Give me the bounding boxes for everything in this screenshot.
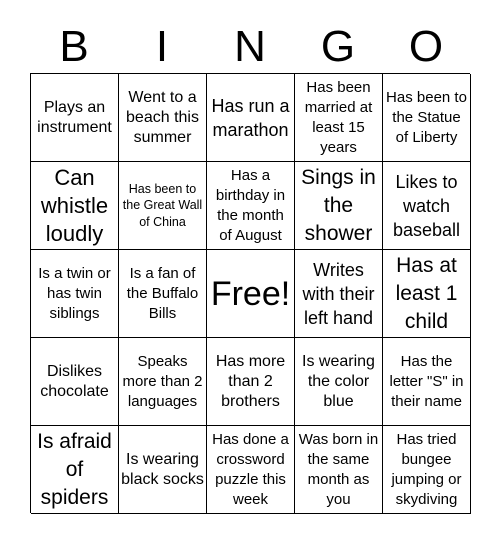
- cell-text: Dislikes chocolate: [40, 362, 109, 400]
- free-space-cell[interactable]: [207, 250, 295, 338]
- cell-text: Went to a beach this summer: [126, 88, 199, 146]
- cell-text: Has been to the Great Wall of China: [122, 181, 203, 229]
- bingo-cell[interactable]: [295, 338, 383, 426]
- cell-text: Can whistle loudly: [40, 164, 109, 246]
- cell-text: Writes with their left hand: [302, 259, 375, 328]
- bingo-cell[interactable]: [31, 426, 119, 514]
- bingo-cell[interactable]: [119, 74, 207, 162]
- bingo-cell[interactable]: [207, 74, 295, 162]
- bingo-cell[interactable]: [31, 74, 119, 162]
- cell-text: Has a birthday in the month of August: [215, 166, 286, 244]
- bingo-cell[interactable]: [295, 426, 383, 514]
- cell-text: Likes to watch baseball: [392, 171, 461, 240]
- bingo-cell[interactable]: [295, 250, 383, 338]
- bingo-cell[interactable]: [295, 162, 383, 250]
- bingo-cell[interactable]: [119, 250, 207, 338]
- free-space-text: Free!: [210, 274, 291, 313]
- cell-text: Has tried bungee jumping or skydiving: [391, 430, 462, 508]
- bingo-cell[interactable]: [119, 162, 207, 250]
- cell-text: Is a twin or has twin siblings: [38, 264, 111, 322]
- cell-text: Is a fan of the Buffalo Bills: [126, 264, 199, 322]
- title-letter-g: G: [320, 22, 356, 71]
- bingo-cell[interactable]: [383, 162, 471, 250]
- cell-text: Sings in the shower: [301, 165, 376, 245]
- cell-text: Was born in the same month as you: [298, 430, 379, 508]
- bingo-title: [30, 22, 470, 72]
- cell-text: Has done a crossword puzzle this week: [212, 430, 289, 508]
- cell-text: Plays an instrument: [37, 98, 112, 136]
- bingo-cell[interactable]: [119, 338, 207, 426]
- bingo-cell[interactable]: [383, 426, 471, 514]
- bingo-cell[interactable]: [31, 162, 119, 250]
- bingo-cell[interactable]: [119, 426, 207, 514]
- bingo-cell[interactable]: [383, 74, 471, 162]
- title-letter-o: O: [408, 22, 444, 71]
- bingo-cell[interactable]: [207, 426, 295, 514]
- bingo-cell[interactable]: [31, 338, 119, 426]
- bingo-cell[interactable]: [31, 250, 119, 338]
- cell-text: Has at least 1 child: [395, 253, 458, 333]
- bingo-cell[interactable]: [207, 338, 295, 426]
- cell-text: Is afraid of spiders: [37, 429, 112, 509]
- cell-text: Has been married at least 15 years: [304, 78, 373, 156]
- bingo-cell[interactable]: [295, 74, 383, 162]
- cell-text: Is wearing the color blue: [302, 352, 375, 410]
- bingo-cell[interactable]: [383, 338, 471, 426]
- title-letter-n: N: [234, 22, 266, 71]
- bingo-cell[interactable]: [207, 162, 295, 250]
- bingo-cell[interactable]: [383, 250, 471, 338]
- cell-text: Has run a marathon: [211, 95, 290, 140]
- cell-text: Speaks more than 2 languages: [122, 352, 203, 410]
- cell-text: Has been to the Statue of Liberty: [386, 88, 467, 146]
- cell-text: Has more than 2 brothers: [215, 352, 286, 410]
- title-letter-b: B: [59, 22, 89, 71]
- title-letter-i: I: [155, 22, 169, 71]
- cell-text: Has the letter "S" in their name: [389, 352, 464, 410]
- bingo-card: [30, 73, 470, 513]
- cell-text: Is wearing black socks: [121, 450, 204, 488]
